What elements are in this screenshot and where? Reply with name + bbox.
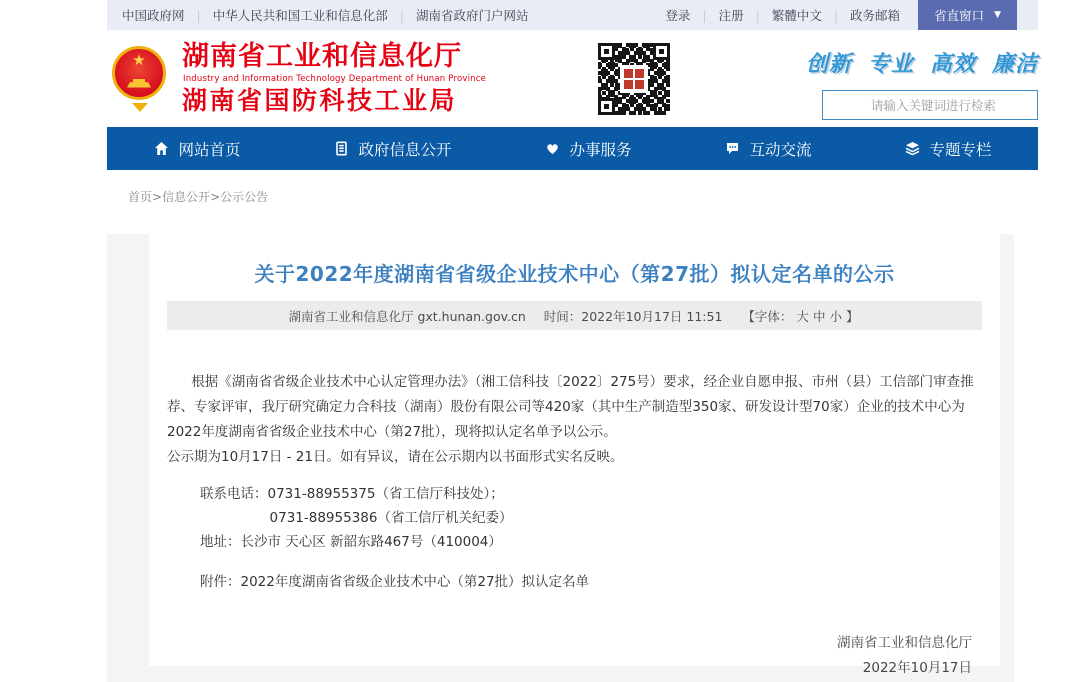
main-content-area — [107, 234, 1014, 682]
qr-marker — [598, 98, 615, 115]
header-right-block — [806, 47, 1038, 120]
topbar-link-miit[interactable]: 中华人民共和国工业和信息化部 — [212, 8, 388, 23]
slogan-word: 高效 — [929, 52, 976, 77]
breadcrumb — [107, 170, 1038, 218]
nav-item-interaction[interactable] — [724, 138, 811, 160]
font-size-small[interactable]: 小 — [829, 308, 842, 324]
agency-title-block — [182, 42, 486, 115]
font-size-large[interactable]: 大 — [796, 308, 809, 324]
province-window-label: 省直窗口 — [934, 8, 985, 23]
signature-org: 湖南省工业和信息化厅 — [837, 635, 972, 651]
font-size-medium[interactable]: 中 — [812, 308, 826, 324]
service-icon — [544, 140, 561, 157]
traditional-chinese-link[interactable]: 繁體中文 — [771, 8, 822, 23]
gate-icon — [127, 79, 151, 88]
nav-item-gov-info[interactable] — [333, 138, 451, 160]
qr-marker — [598, 43, 615, 60]
emblem-ring — [112, 46, 166, 100]
nav-label: 互动交流 — [749, 140, 812, 159]
document-icon — [333, 140, 350, 157]
chat-icon — [724, 140, 741, 157]
separator: | — [833, 7, 839, 23]
nav-item-special-topics[interactable] — [904, 138, 991, 160]
signature-block — [167, 631, 982, 681]
contact-block — [200, 482, 982, 554]
emblem-ribbon — [132, 103, 148, 112]
font-size-controls — [740, 307, 860, 325]
breadcrumb-separator: > — [152, 190, 163, 204]
topbar-link-hunan-portal[interactable]: 湖南省政府门户网站 — [415, 8, 529, 23]
slogan — [806, 47, 1038, 78]
nav-item-home[interactable] — [153, 138, 240, 160]
paragraph: 公示期为10月17日 - 21日。如有异议，请在公示期内以书面形式实名反映。 — [167, 449, 624, 465]
contact-phone-1: 联系电话：0731-88955375（省工信厅科技处）； — [200, 486, 504, 502]
nav-item-services[interactable] — [544, 138, 631, 160]
national-emblem-logo — [112, 46, 168, 112]
chevron-down-icon: ▼ — [994, 10, 1001, 20]
topbar-actions — [665, 0, 1038, 30]
article-card — [149, 234, 1000, 676]
topbar-link-gov-cn[interactable]: 中国政府网 — [122, 8, 185, 23]
separator: | — [755, 7, 760, 23]
top-utility-bar — [107, 0, 1038, 30]
nav-label: 政府信息公开 — [358, 140, 452, 159]
agency-name-cn: 湖南省工业和信息化厅 — [182, 41, 462, 73]
search-input[interactable] — [822, 90, 1038, 120]
article-source: 湖南省工业和信息化厅 gxt.hunan.gov.cn — [288, 308, 526, 324]
qr-marker — [653, 43, 670, 60]
signature-date: 2022年10月17日 — [862, 660, 972, 676]
font-size-suffix: 】 — [845, 308, 859, 324]
breadcrumb-info-disclosure[interactable]: 信息公开 — [162, 190, 211, 204]
separator: | — [702, 7, 707, 23]
breadcrumb-current: 公示公告 — [220, 190, 269, 204]
slogan-word: 廉洁 — [991, 52, 1038, 77]
login-link[interactable]: 登录 — [665, 8, 691, 23]
agency-name-secondary: 湖南省国防科技工业局 — [182, 86, 458, 116]
search-box — [822, 90, 1038, 120]
qr-code — [598, 43, 670, 115]
article-body — [167, 370, 982, 681]
article-time: 时间：2022年10月17日 11:51 — [543, 308, 723, 324]
gov-mailbox-link[interactable]: 政务邮箱 — [850, 8, 901, 23]
site-container — [107, 0, 1038, 682]
qr-center-glyphs — [624, 69, 633, 78]
site-header — [107, 30, 1038, 127]
separator: | — [196, 7, 201, 23]
province-window-dropdown[interactable] — [918, 0, 1017, 30]
layers-icon — [904, 140, 921, 157]
breadcrumb-home[interactable]: 首页 — [128, 190, 153, 204]
article-meta-bar — [167, 301, 982, 330]
nav-label: 专题专栏 — [929, 140, 992, 159]
slogan-word: 专业 — [867, 52, 914, 77]
home-icon — [153, 140, 170, 157]
main-nav — [107, 127, 1038, 170]
nav-label: 网站首页 — [178, 140, 241, 159]
slogan-word: 创新 — [806, 52, 853, 77]
font-size-prefix: 【字体： — [742, 308, 793, 324]
paragraph: 根据《湖南省省级企业技术中心认定管理办法》（湘工信科技〔2022〕275号）要求，经企业自愿申报、市州（县）工信部门审查推荐、专家评审，我厅研究确定力合科技（湖南）股份有限公司等420家（其中生产制造型350家、研发设计型70家）企业的技术中心为2022年度湖南省省级企业技术中心（第27批），现将拟认定名单予以公示。 — [167, 374, 974, 440]
topbar-spacer — [1017, 0, 1038, 30]
star-icon: ★ — [132, 50, 146, 69]
separator: | — [399, 7, 404, 23]
page-title: 关于2022年度湖南省省级企业技术中心（第27批）拟认定名单的公示 — [254, 262, 895, 286]
attachment-link[interactable]: 附件：2022年度湖南省省级企业技术中心（第27批）拟认定名单 — [200, 574, 590, 590]
agency-name-en: Industry and Information Technology Department of Hunan Province — [183, 73, 487, 84]
register-link[interactable]: 注册 — [718, 8, 744, 23]
breadcrumb-separator: > — [210, 190, 221, 204]
contact-address: 地址：长沙市 天心区 新韶东路467号（410004） — [200, 534, 502, 550]
nav-label: 办事服务 — [569, 140, 632, 159]
contact-phone-2: 0731-88955386（省工信厅机关纪委） — [269, 510, 513, 526]
